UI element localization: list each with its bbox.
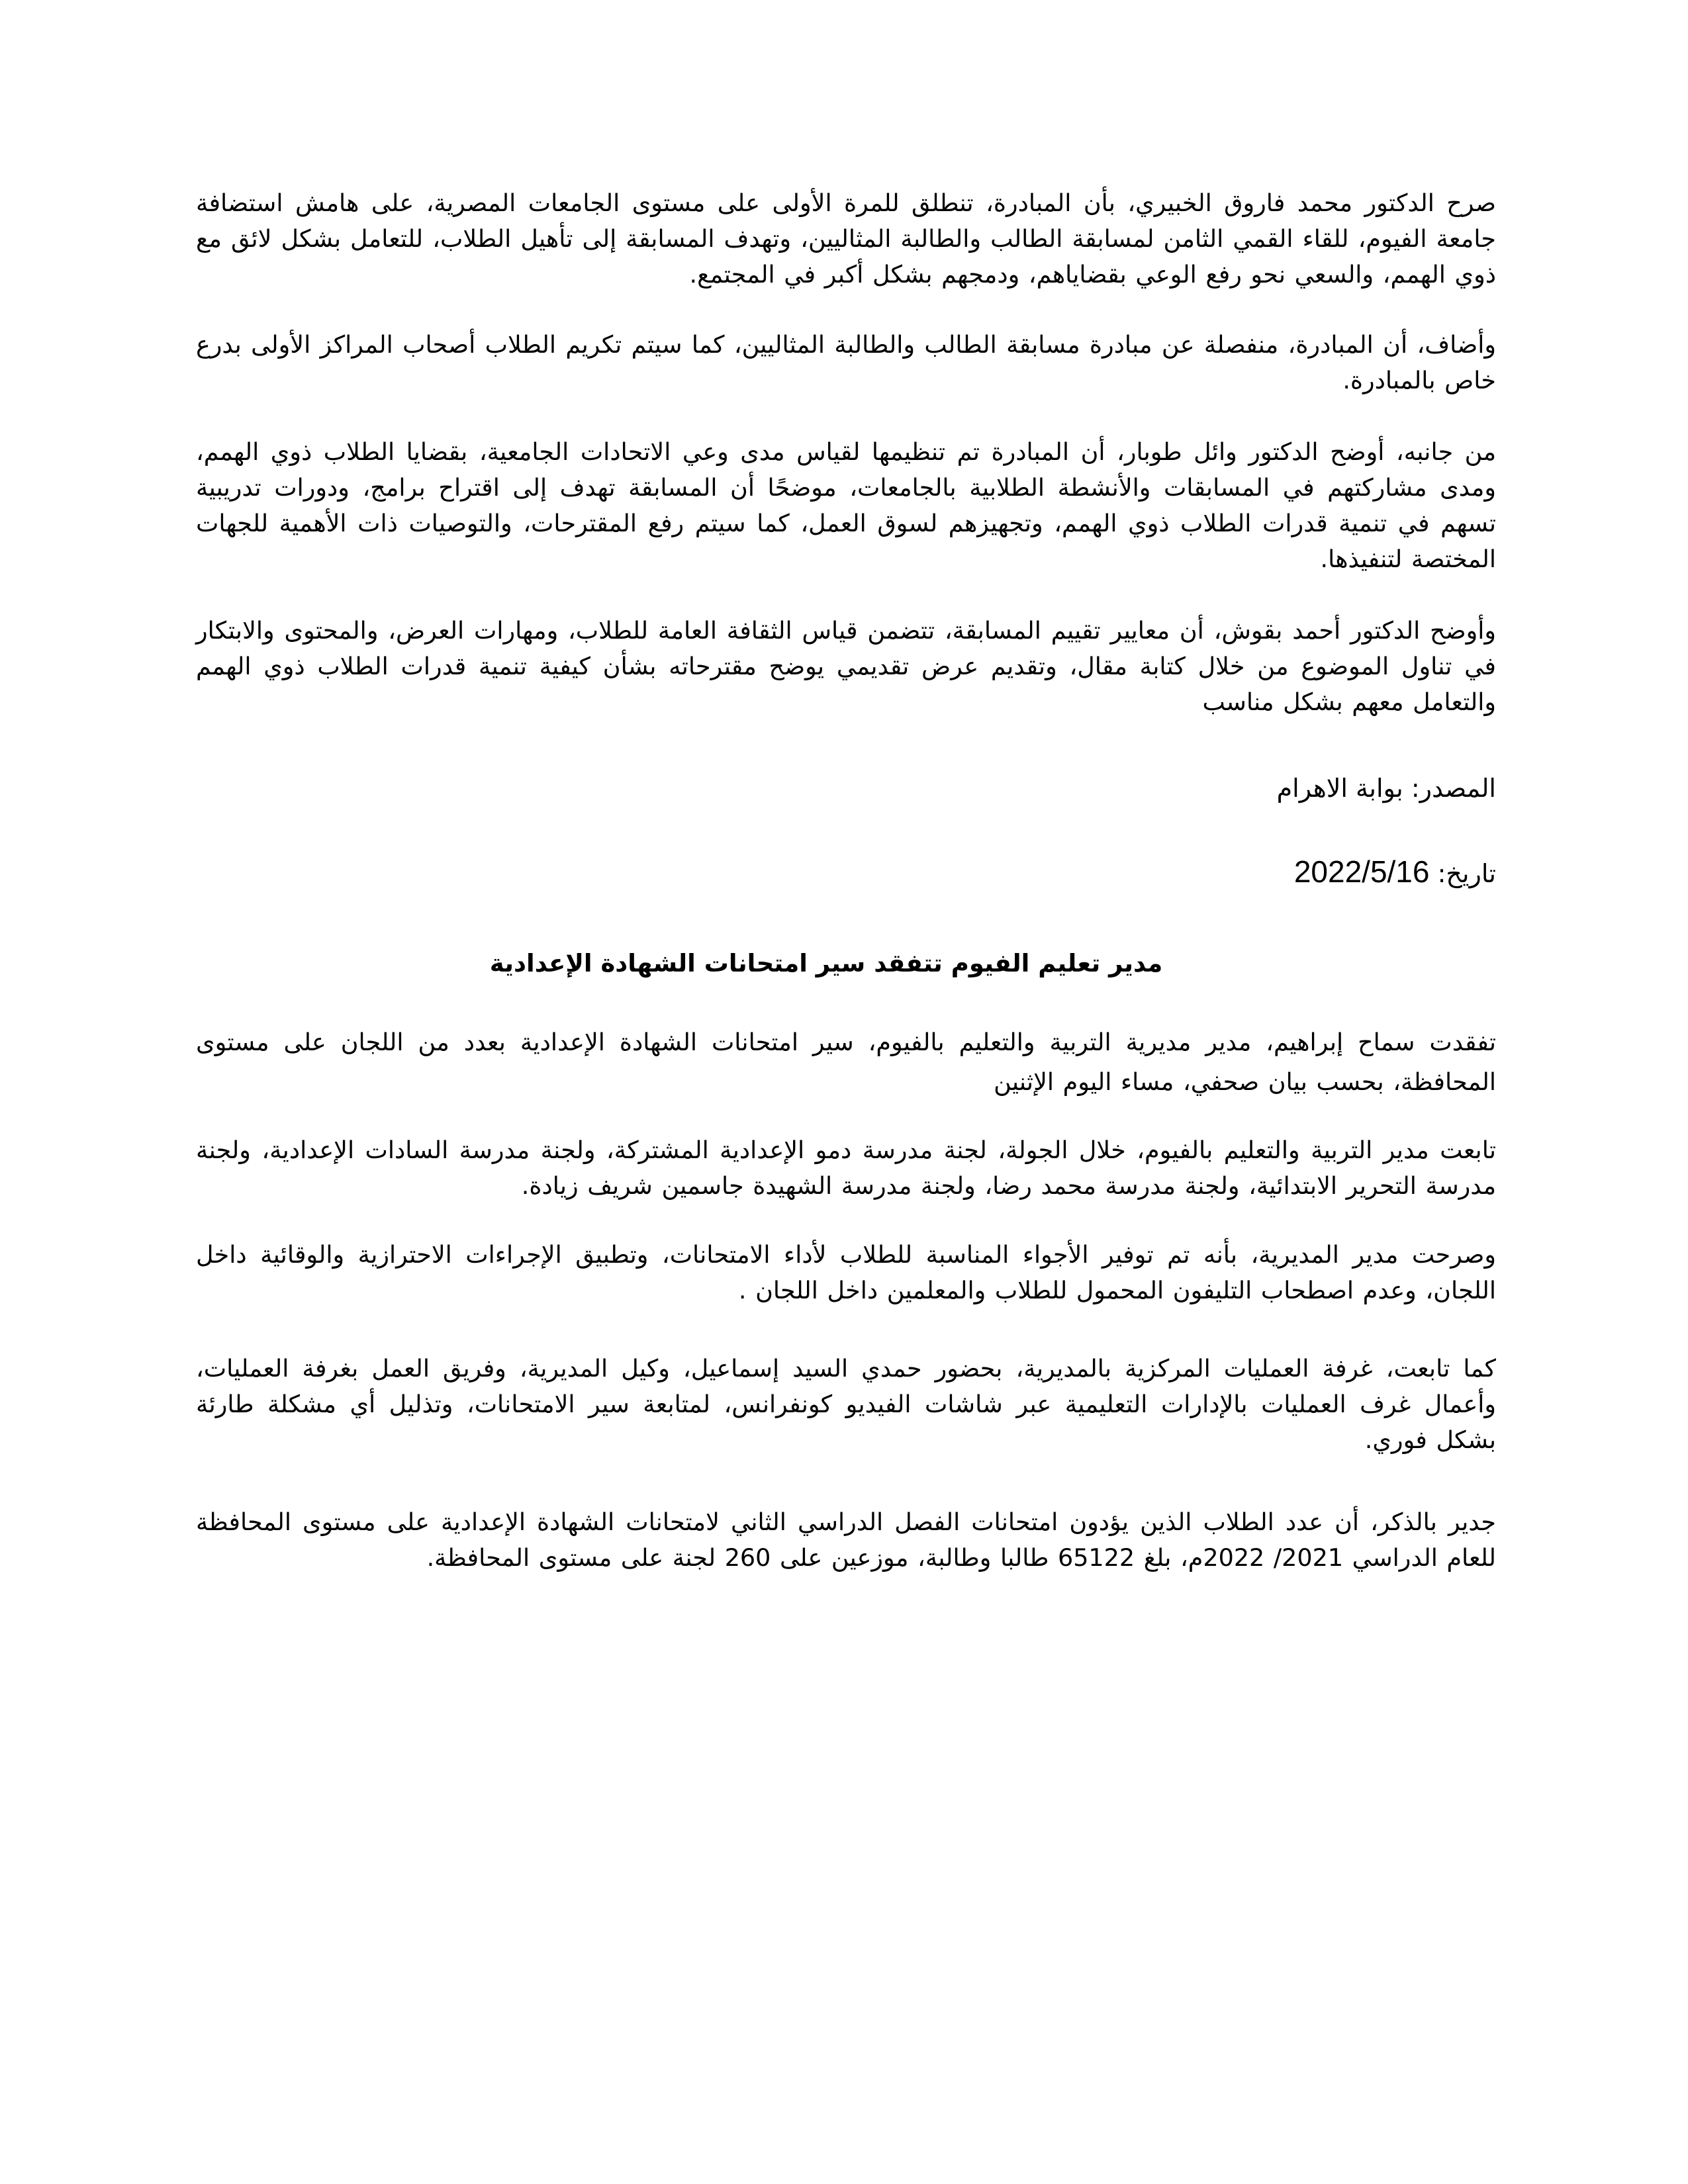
article2-paragraph-1: تفقدت سماح إبراهيم، مدير مديرية التربية والتعليم بالفيوم، سير امتحانات الشهادة الإعدادية بعدد من اللجان على مستوى المحافظة، بحسب بيان صحفي، مساء اليوم الإثنين bbox=[196, 1028, 1496, 1096]
article1-paragraph-4: وأوضح الدكتور أحمد بقوش، أن معايير تقييم المسابقة، تتضمن قياس الثقافة العامة للطلاب، ومهارات العرض، والمحتوى والابتكار في تناول الموضوع من خلال كتابة مقال، وتقديم عرض تقديمي يوضح مقترحاته بشأن كيفية تنمية قدرات الطلاب ذوي الهمم والتعامل معهم بشكل مناسب bbox=[196, 616, 1496, 716]
document-page bbox=[196, 185, 1496, 1576]
article2-paragraph-5: جدير بالذكر، أن عدد الطلاب الذين يؤدون امتحانات الفصل الدراسي الثاني لامتحانات الشهادة الإعدادية على مستوى المحافظة للعام الدراسي 2021/ 2022م، بلغ 65122 طالبا وطالبة، موزعين على 260 لجنة على مستوى المحافظة. bbox=[196, 1508, 1496, 1572]
article2-paragraph-4: كما تابعت، غرفة العمليات المركزية بالمديرية، بحضور حمدي السيد إسماعيل، وكيل المديرية، وفريق العمل بغرفة العمليات، وأعمال غرف العمليات بالإدارات التعليمية عبر شاشات الفيديو كونفرانس، لمتابعة سير الامتحانات، وتذليل أي مشكلة طارئة بشكل فوري. bbox=[196, 1354, 1496, 1454]
article1-paragraph-2: وأضاف، أن المبادرة، منفصلة عن مبادرة مسابقة الطالب والطالبة المثاليين، كما سيتم تكريم الطلاب أصحاب المراكز الأولى بدرع خاص بالمبادرة. bbox=[196, 330, 1496, 394]
article1-paragraph-1: صرح الدكتور محمد فاروق الخبيري، بأن المبادرة، تنطلق للمرة الأولى على مستوى الجامعات المصرية، على هامش استضافة جامعة الفيوم، للقاء القمي الثامن لمسابقة الطالب والطالبة المثاليين، وتهدف المسابقة إلى تأهيل الطلاب، للتعامل بشكل لائق مع ذوي الهمم، والسعي نحو رفع الوعي بقضاياهم، ودمجهم بشكل أكبر في المجتمع. bbox=[196, 189, 1496, 289]
article1-paragraph-3: من جانبه، أوضح الدكتور وائل طوبار، أن المبادرة تم تنظيمها لقياس مدى وعي الاتحادات الجامعية، بقضايا الطلاب ذوي الهمم، ومدى مشاركتهم في المسابقات والأنشطة الطلابية بالجامعات، موضحًا أن المسابقة تهدف إلى اقتراح برامج، ودورات تدريبية تسهم في تنمية قدرات الطلاب ذوي الهمم، وتجهيزهم لسوق العمل، كما سيتم رفع المقترحات، والتوصيات ذات الأهمية للجهات المختصة لتنفيذها. bbox=[196, 437, 1496, 573]
article2-paragraph-2: تابعت مدير التربية والتعليم بالفيوم، خلال الجولة، لجنة مدرسة دمو الإعدادية المشتركة، ولجنة مدرسة السادات الإعدادية، ولجنة مدرسة التحرير الابتدائية، ولجنة مدرسة محمد رضا، ولجنة مدرسة الشهيدة جاسمين شريف زيادة. bbox=[196, 1136, 1496, 1200]
date-value: 2022/5/16 bbox=[1293, 854, 1430, 889]
date-label: تاريخ: bbox=[1437, 859, 1496, 888]
article2-paragraph-3: وصرحت مدير المديرية، بأنه تم توفير الأجواء المناسبة للطلاب لأداء الامتحانات، وتطبيق الإجراءات الاحترازية والوقائية داخل اللجان، وعدم اصطحاب التليفون المحمول للطلاب والمعلمين داخل اللجان . bbox=[196, 1240, 1496, 1304]
article1-source: المصدر: بوابة الاهرام bbox=[1276, 774, 1496, 803]
article1-date bbox=[196, 854, 1496, 891]
article2-heading: مدير تعليم الفيوم تتفقد سير امتحانات الشهادة الإعدادية bbox=[489, 949, 1163, 978]
